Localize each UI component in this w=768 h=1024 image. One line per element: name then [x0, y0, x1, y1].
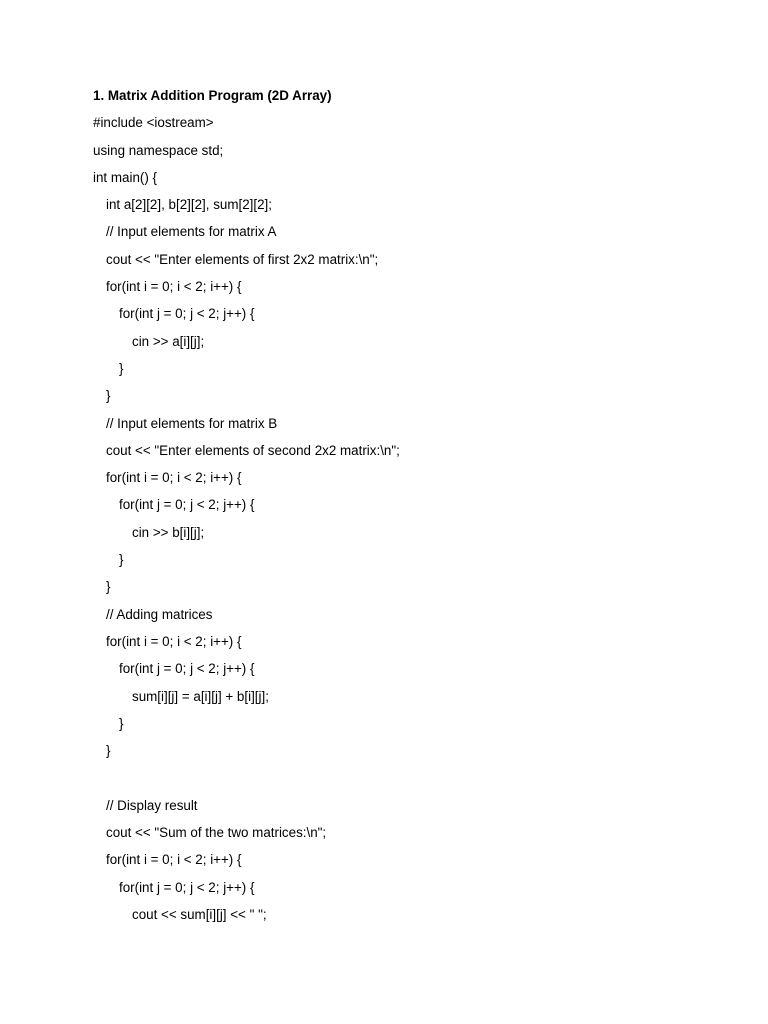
- code-line: }: [119, 552, 124, 568]
- code-line: for(int i = 0; i < 2; i++) {: [106, 470, 242, 486]
- code-line: for(int i = 0; i < 2; i++) {: [106, 279, 242, 295]
- code-line: for(int j = 0; j < 2; j++) {: [119, 497, 255, 513]
- code-line: for(int j = 0; j < 2; j++) {: [119, 306, 255, 322]
- code-line: cout << "Enter elements of second 2x2 matrix:\n";: [106, 442, 400, 458]
- section-heading: 1. Matrix Addition Program (2D Array): [93, 88, 332, 103]
- code-line: for(int j = 0; j < 2; j++) {: [119, 661, 255, 677]
- code-line: }: [106, 579, 111, 595]
- code-line: int main() {: [93, 169, 157, 185]
- code-line: for(int i = 0; i < 2; i++) {: [106, 852, 242, 868]
- code-line: for(int j = 0; j < 2; j++) {: [119, 879, 255, 895]
- code-line: // Display result: [106, 797, 198, 813]
- code-line: using namespace std;: [93, 142, 224, 158]
- code-line: cin >> a[i][j];: [132, 333, 205, 349]
- code-line: cout << "Sum of the two matrices:\n";: [106, 825, 327, 841]
- code-line: cin >> b[i][j];: [132, 524, 205, 540]
- code-line: sum[i][j] = a[i][j] + b[i][j];: [132, 688, 269, 704]
- code-line: cout << "Enter elements of first 2x2 matrix:\n";: [106, 251, 379, 267]
- code-line: for(int i = 0; i < 2; i++) {: [106, 633, 242, 649]
- code-line: // Input elements for matrix A: [106, 224, 277, 240]
- code-line: }: [106, 388, 111, 404]
- code-block: [93, 113, 713, 932]
- code-line: // Adding matrices: [106, 606, 213, 622]
- code-line: int a[2][2], b[2][2], sum[2][2];: [106, 197, 272, 213]
- code-line: [93, 768, 713, 795]
- code-line: // Input elements for matrix B: [106, 415, 278, 431]
- code-line: #include <iostream>: [93, 115, 214, 131]
- document-body: [93, 86, 713, 932]
- code-line: }: [119, 715, 124, 731]
- code-line: }: [106, 743, 111, 759]
- code-line: }: [119, 360, 124, 376]
- code-line: cout << sum[i][j] << " ";: [132, 906, 267, 922]
